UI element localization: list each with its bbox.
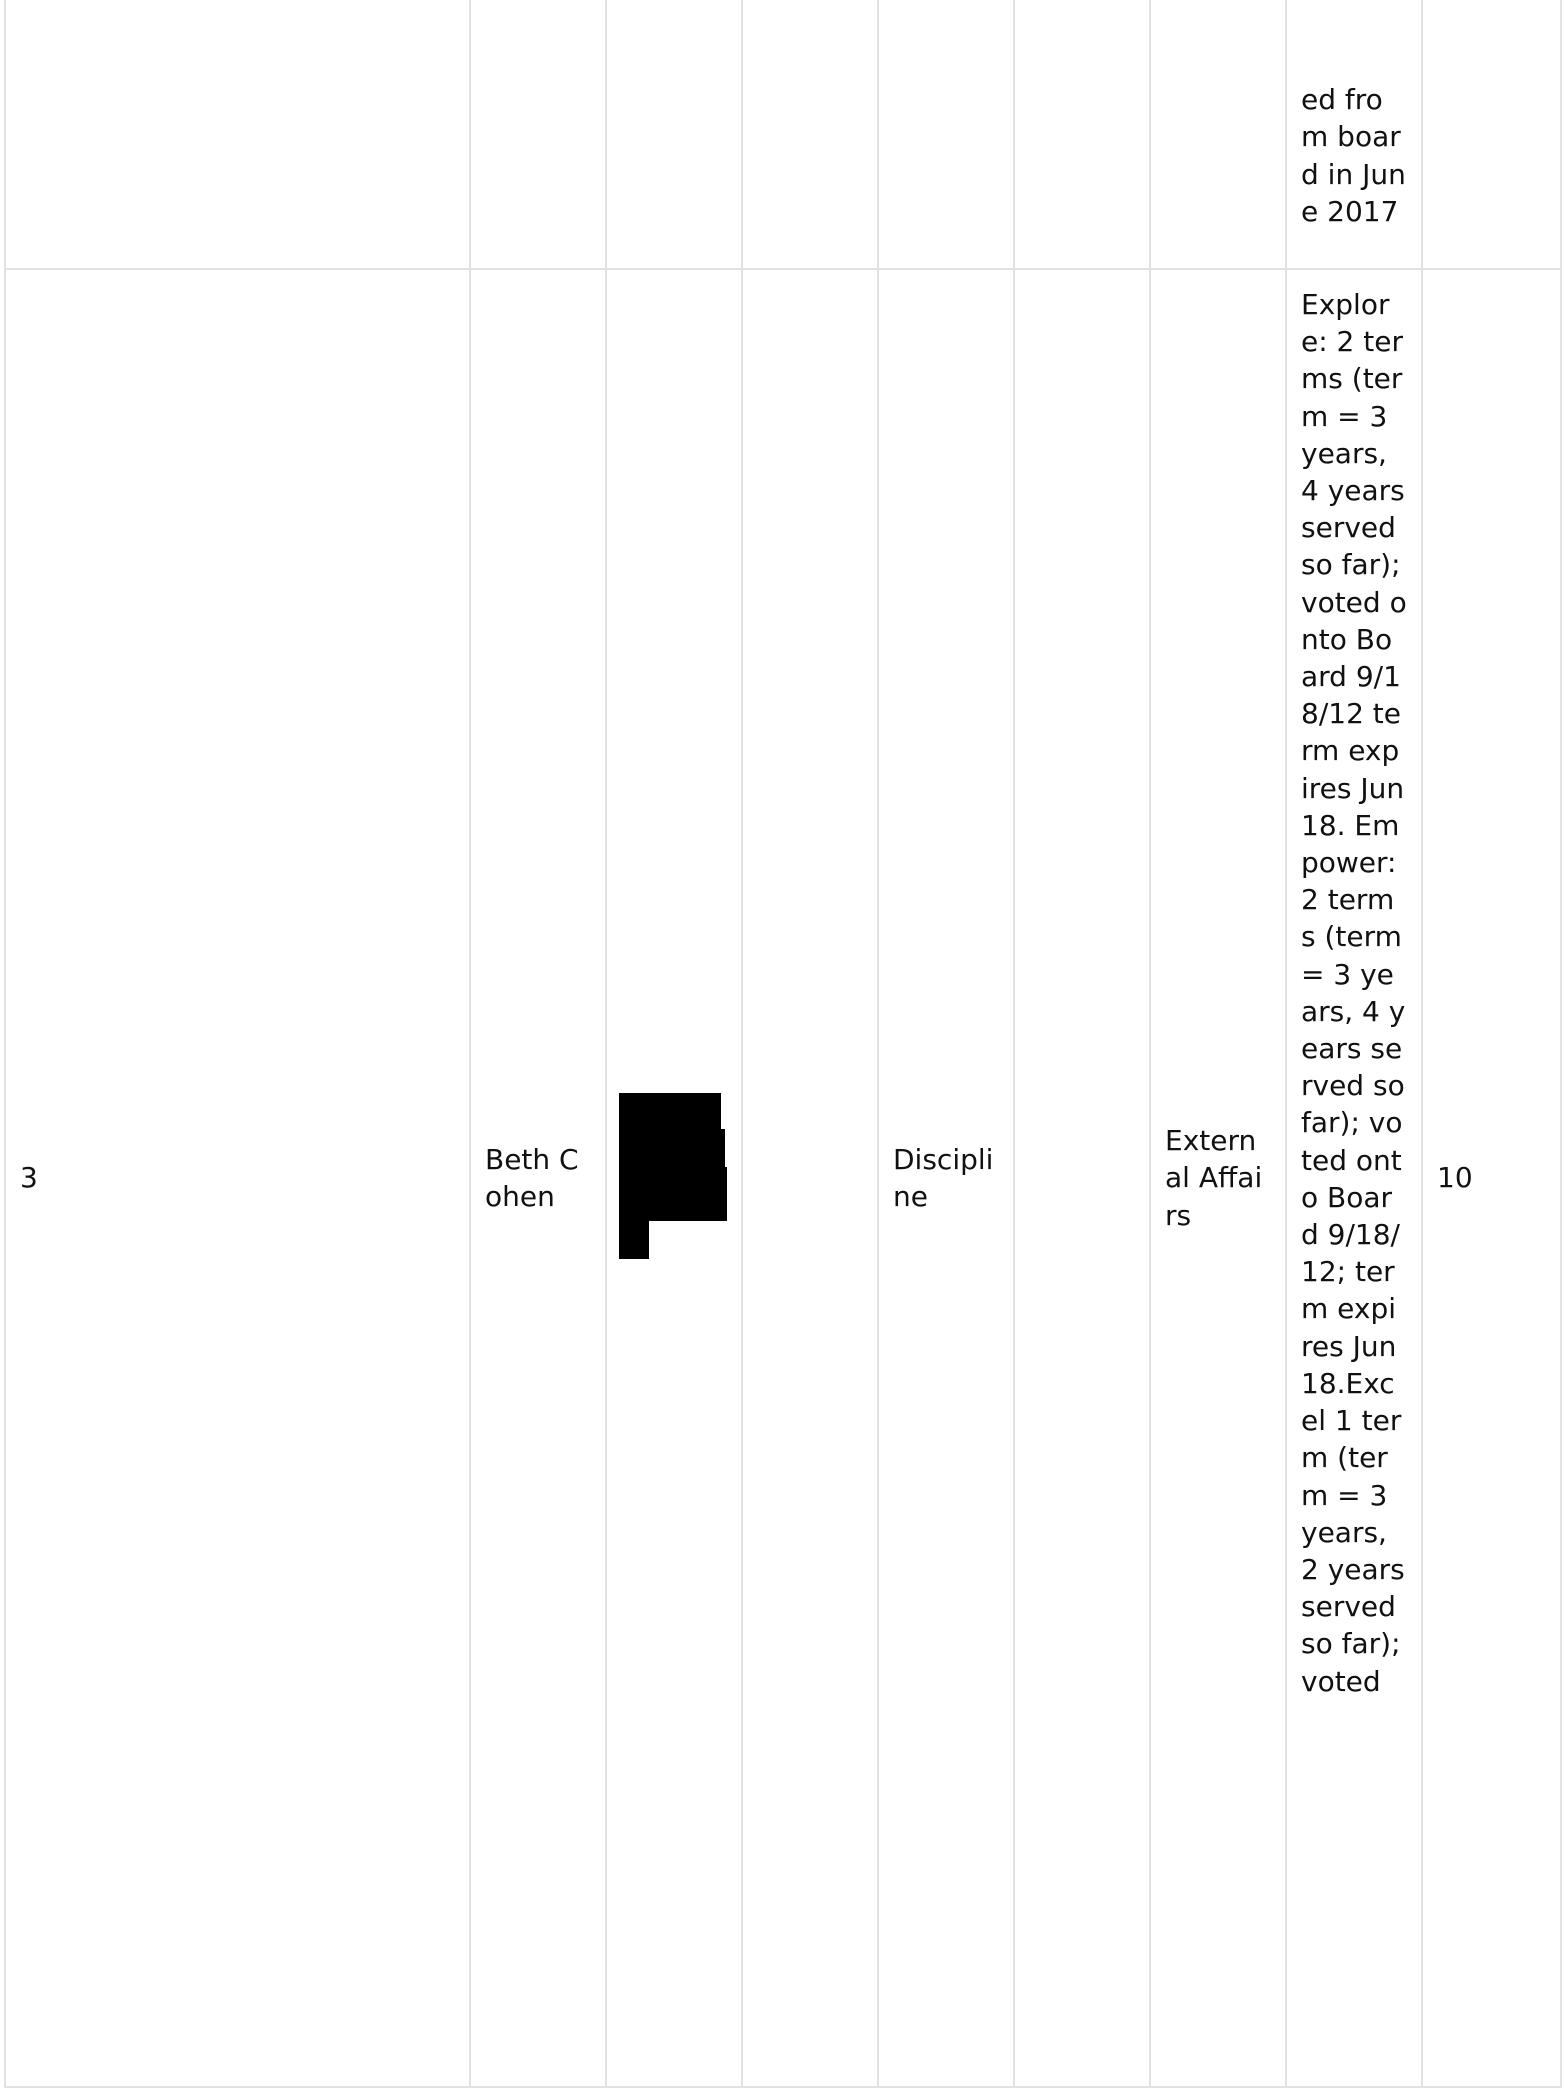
cell-empty <box>1014 269 1150 2087</box>
cell-term-notes: Explore: 2 terms (term = 3 years, 4 years served so far); voted onto Board 9/18/12 term expires Jun 18. Empower: 2 terms (term= 3 years, 4 years served so far); voted onto Board 9/18/12; term expires Jun 18.Excel 1 term (term = 3 years, 2 years served so far); voted <box>1286 269 1422 2087</box>
cell-committee <box>878 0 1014 269</box>
board-members-table <box>4 0 1562 2088</box>
cell-empty <box>1014 0 1150 269</box>
cell-empty <box>742 269 878 2087</box>
cell-role: External Affairs <box>1150 269 1286 2087</box>
cell-term-notes: ed from board in June 2017 <box>1286 0 1422 269</box>
cell-redacted <box>606 269 742 2087</box>
cell-role <box>1150 0 1286 269</box>
table-row <box>5 0 1561 269</box>
cell-number <box>5 0 470 269</box>
cell-count: 10 <box>1422 269 1561 2087</box>
cell-redacted <box>606 0 742 269</box>
cell-name: Beth Cohen <box>470 269 606 2087</box>
redaction-block <box>621 1093 727 1263</box>
cell-count <box>1422 0 1561 269</box>
cell-name <box>470 0 606 269</box>
table-row <box>5 269 1561 2087</box>
cell-number: 3 <box>5 269 470 2087</box>
cell-committee: Discipline <box>878 269 1014 2087</box>
cell-empty <box>742 0 878 269</box>
